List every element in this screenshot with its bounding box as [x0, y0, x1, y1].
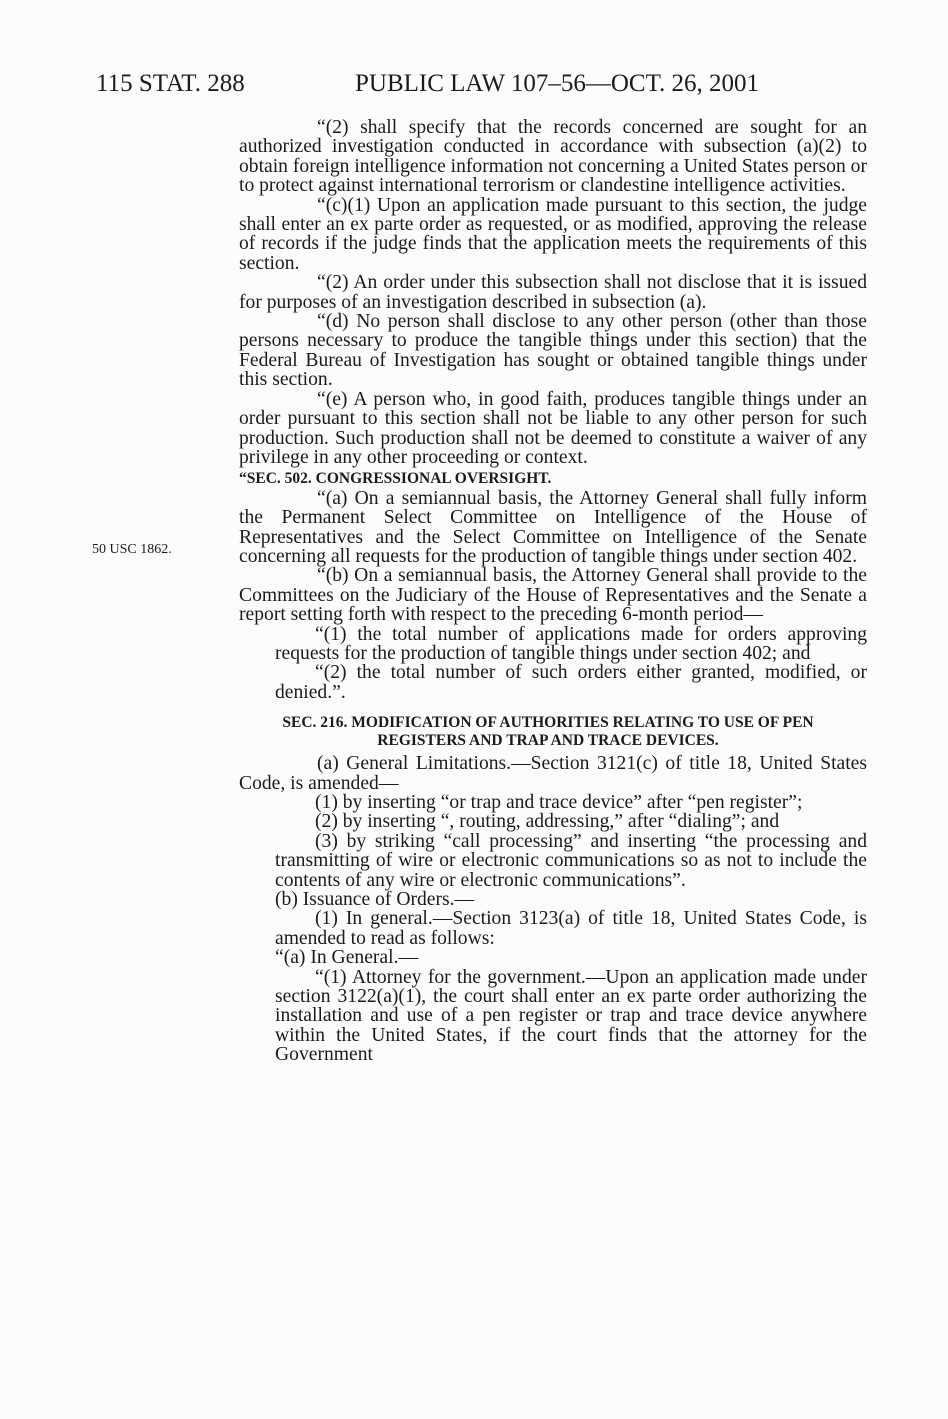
- paragraph: “(1) the total number of applications made for orders approving requests for the production of tangible things under section 402; and: [275, 623, 867, 664]
- section-heading: “SEC. 502. CONGRESSIONAL OVERSIGHT.: [239, 470, 552, 488]
- margin-citation: 50 USC 1862.: [92, 542, 172, 557]
- paragraph: (3) by striking “call processing” and inserting “the processing and transmitting of wire or electronic communications so as not to include the contents of any wire or electronic communications”.: [275, 830, 867, 891]
- section-heading: SEC. 216. MODIFICATION OF AUTHORITIES RELATING TO USE OF PEN REGISTERS AND TRAP AND TRACE DEVICES.: [282, 714, 814, 750]
- paragraph: (a) General Limitations.—Section 3121(c) of title 18, United States Code, is amended—: [239, 753, 867, 794]
- paragraph: “(d) No person shall disclose to any other person (other than those persons necessary to produce the tangible things under this section) that the Federal Bureau of Investigation has sought or obtained tangible things under this section.: [239, 311, 867, 391]
- paragraph: “(1) Attorney for the government.—Upon an application made under section 3122(a)(1), the court shall enter an ex parte order authorizing the installation and use of a pen register or trap and trace device anywhere within the United States, if the court finds that the attorney for the Government: [275, 966, 867, 1066]
- paragraph: “(a) In General.—: [275, 947, 419, 969]
- paragraph: (2) by inserting “, routing, addressing,” after “dialing”; and: [315, 811, 780, 833]
- paragraph: “(2) An order under this subsection shall not disclose that it is issued for purposes of an investigation described in subsection (a).: [239, 272, 867, 313]
- paragraph: “(b) On a semiannual basis, the Attorney General shall provide to the Committees on the Judiciary of the House of Representatives and the Senate a report setting forth with respect to the preceding 6-month period—: [239, 565, 867, 626]
- page-header: [96, 66, 776, 102]
- paragraph: “(a) On a semiannual basis, the Attorney General shall fully inform the Permanent Select Committee on Intelligence of the House of Representatives and the Select Committee on Intelligence of the Senate concerning all requests for the production of tangible things under section 402.: [239, 487, 867, 567]
- paragraph: “(2) shall specify that the records concerned are sought for an authorized investigation conducted in accordance with subsection (a)(2) to obtain foreign intelligence information not concerning a United States person or to protect against international terrorism or clandestine intelligence activities.: [239, 117, 867, 197]
- statute-page-number: 115 STAT. 288: [96, 70, 245, 97]
- paragraph: “(e) A person who, in good faith, produces tangible things under an order pursuant to this section shall not be liable to any other person for such production. Such production shall not be deemed to constitute a waiver of any privilege in any other proceeding or context.: [239, 388, 867, 468]
- paragraph: (1) In general.—Section 3123(a) of title 18, United States Code, is amended to read as follows:: [275, 908, 867, 949]
- paragraph: “(2) the total number of such orders either granted, modified, or denied.”.: [275, 662, 867, 703]
- paragraph: (1) by inserting “or trap and trace device” after “pen register”;: [315, 792, 803, 813]
- paragraph: “(c)(1) Upon an application made pursuant to this section, the judge shall enter an ex parte order as requested, or as modified, approving the release of records if the judge finds that the application meets the requirements of this section.: [239, 194, 867, 274]
- document-body: [239, 118, 867, 1065]
- public-law-citation: PUBLIC LAW 107–56—OCT. 26, 2001: [355, 70, 760, 97]
- paragraph: (b) Issuance of Orders.—: [275, 889, 475, 911]
